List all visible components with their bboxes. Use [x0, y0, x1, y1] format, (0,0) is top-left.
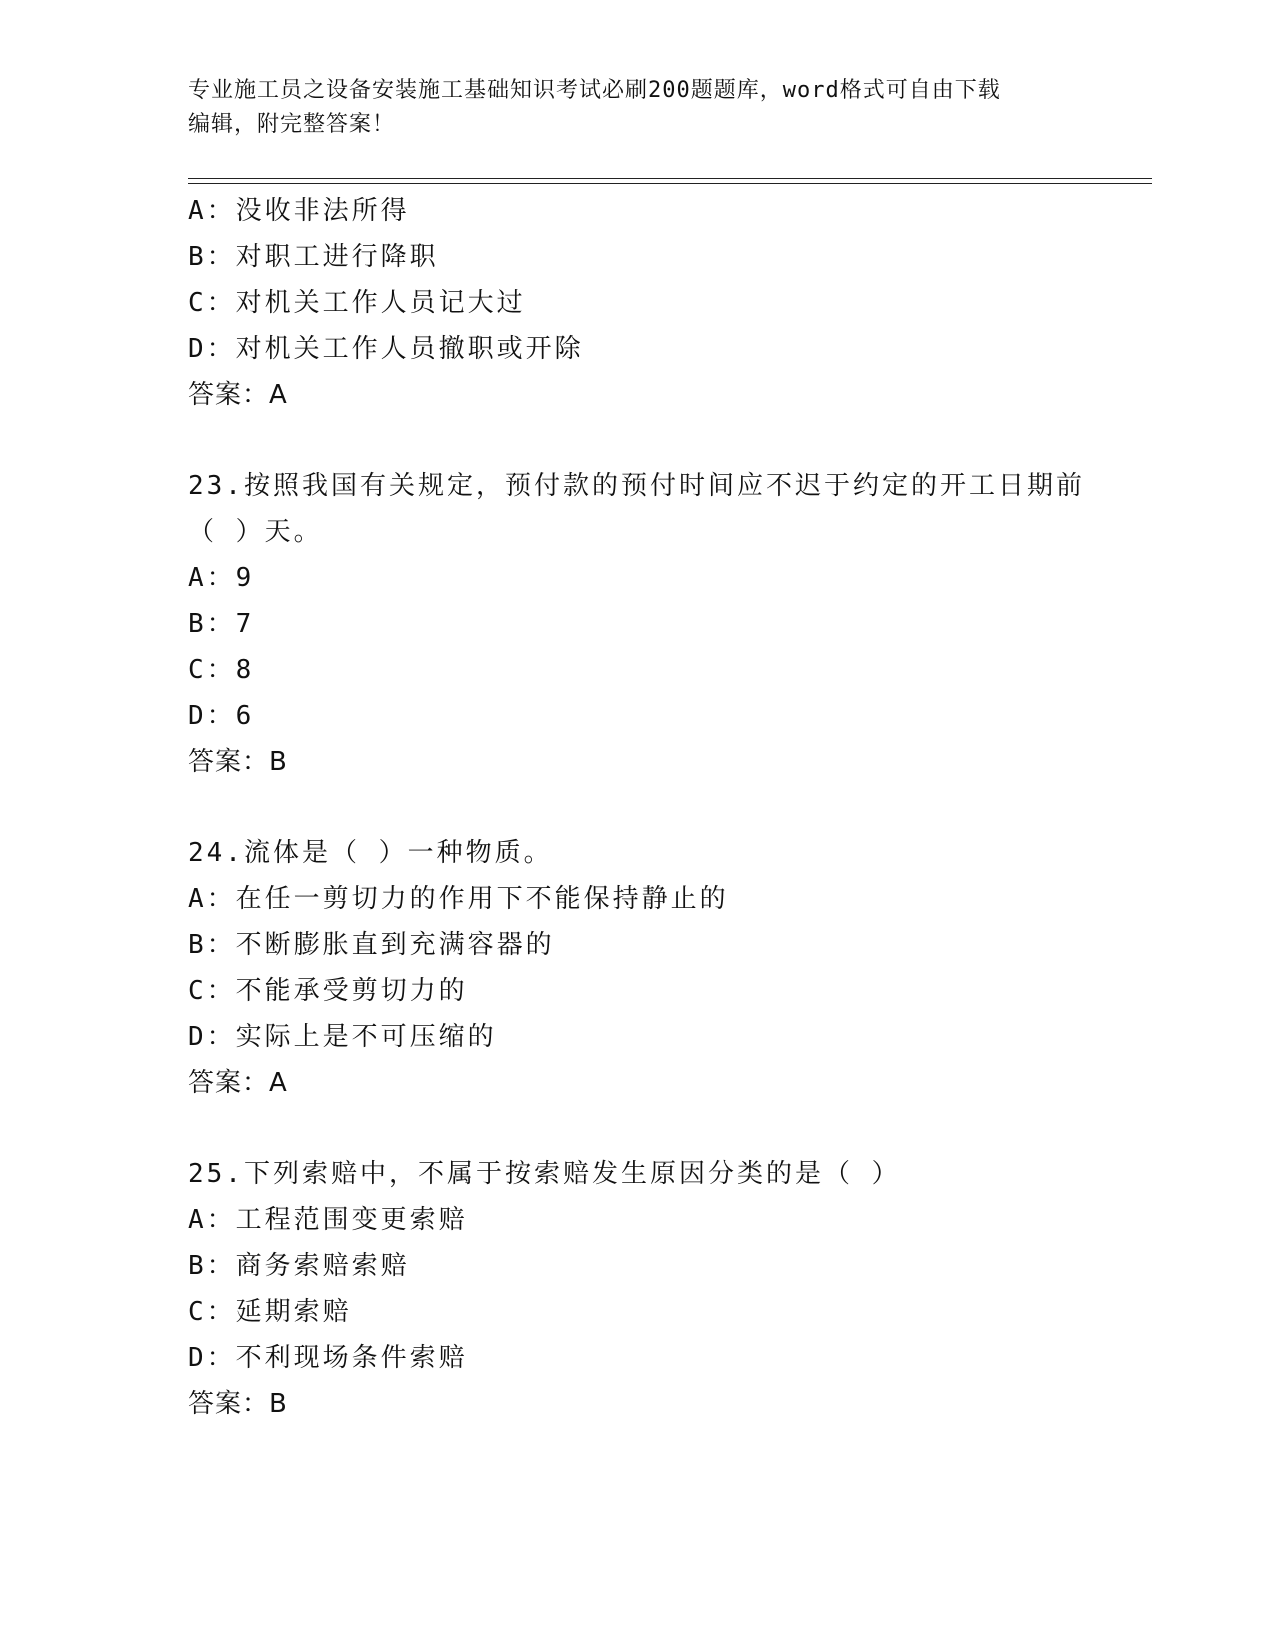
answer-label: 答案：A: [188, 380, 288, 410]
question-22: [188, 188, 1148, 418]
header-title-line-1: 专业施工员之设备安装施工基础知识考试必刷200题题库，word格式可自由下载: [188, 78, 1001, 103]
option-c: C：对机关工作人员记大过: [188, 288, 526, 318]
question-text: 23.按照我国有关规定，预付款的预付时间应不迟于约定的开工日期前: [188, 471, 1085, 501]
header-divider-bottom: [188, 183, 1152, 184]
answer-label: 答案：B: [188, 747, 288, 777]
answer-label: 答案：A: [188, 1068, 288, 1098]
option-d: D：6: [188, 701, 255, 731]
option-d: D：不利现场条件索赔: [188, 1343, 468, 1373]
question-spacer: [188, 785, 1148, 830]
option-c: C：8: [188, 655, 255, 685]
option-a: A：工程范围变更索赔: [188, 1205, 468, 1235]
option-a: A：没收非法所得: [188, 196, 410, 226]
question-text-continued: （ ）天。: [188, 517, 323, 547]
question-text: 24.流体是（ ）一种物质。: [188, 838, 553, 868]
question-list: [188, 188, 1148, 1427]
option-d: D：对机关工作人员撤职或开除: [188, 334, 584, 364]
option-b: B：不断膨胀直到充满容器的: [188, 930, 555, 960]
answer-label: 答案：B: [188, 1389, 288, 1419]
question-24: [188, 830, 1148, 1106]
option-b: B：对职工进行降职: [188, 242, 439, 272]
question-spacer: [188, 418, 1148, 463]
question-25: [188, 1151, 1148, 1427]
option-a: A：9: [188, 563, 255, 593]
option-c: C：不能承受剪切力的: [188, 976, 468, 1006]
option-c: C：延期索赔: [188, 1297, 352, 1327]
option-d: D：实际上是不可压缩的: [188, 1022, 497, 1052]
option-a: A：在任一剪切力的作用下不能保持静止的: [188, 884, 729, 914]
header-divider-top: [188, 178, 1152, 179]
option-b: B：7: [188, 609, 255, 639]
question-spacer: [188, 1106, 1148, 1151]
option-b: B：商务索赔索赔: [188, 1251, 410, 1281]
document-header: [188, 74, 1088, 142]
question-text: 25.下列索赔中，不属于按索赔发生原因分类的是（ ）: [188, 1159, 901, 1189]
question-23: [188, 463, 1148, 785]
header-title-line-2: 编辑，附完整答案！: [188, 112, 396, 137]
